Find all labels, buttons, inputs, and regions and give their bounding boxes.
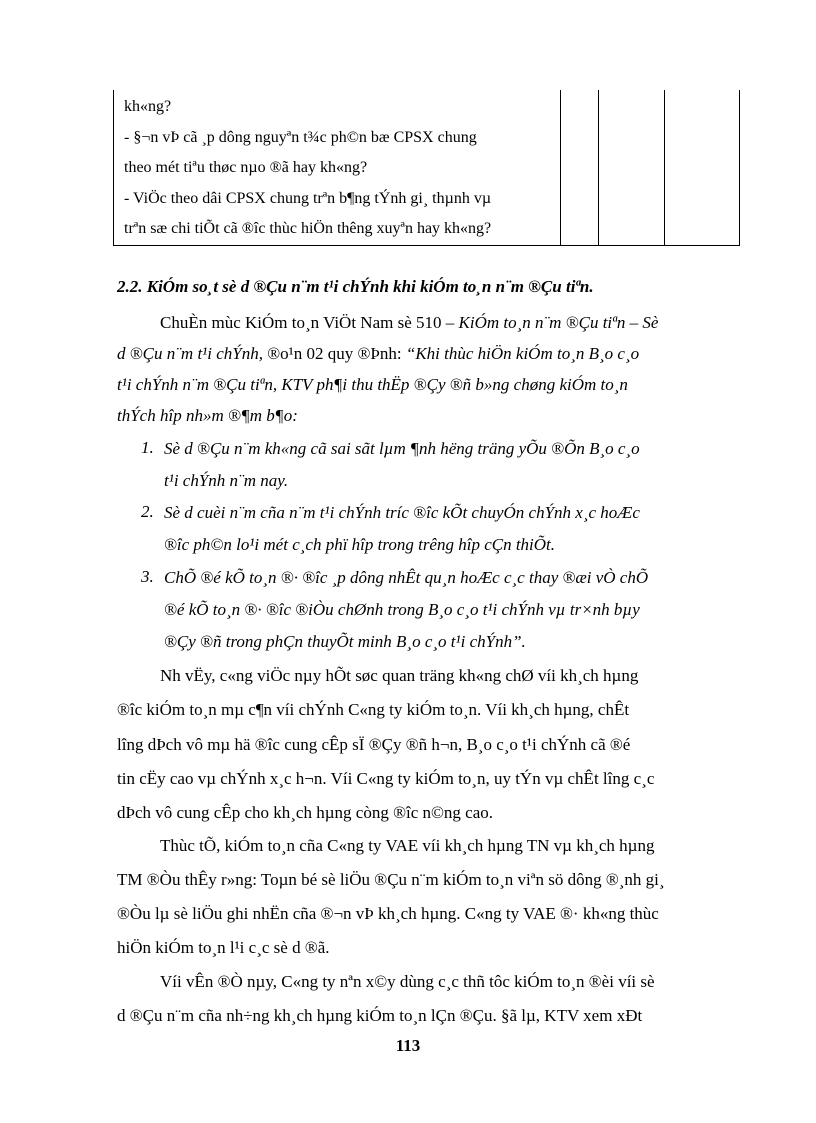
paragraph-line: TM ®Òu thÊy r»ng: Toµn bé sè liÖu ®Çu n¨m kiÓm to¸n viªn sö dông ®¸nh gi¸ bbox=[117, 870, 665, 889]
list-number: 2. bbox=[141, 502, 154, 521]
table-column-divider bbox=[560, 90, 561, 245]
intro-standard-title: d ®Çu n¨m t¹i chÝnh, bbox=[117, 344, 263, 363]
table-column-divider bbox=[664, 90, 665, 245]
list-item-line: ®Çy ®ñ trong phÇn thuyÕt minh B¸o c¸o t¹i chÝnh”. bbox=[164, 632, 526, 651]
paragraph-line: lîng dÞch vô mµ hä ®îc cung cÊp sÏ ®Çy ®ñ h¬n, B¸o c¸o t¹i chÝnh cã ®é bbox=[117, 735, 631, 754]
list-item-line: t¹i chÝnh n¨m nay. bbox=[164, 471, 289, 490]
paragraph-line: tin cËy cao vµ chÝnh x¸c h¬n. Víi C«ng ty kiÓm to¸n, uy tÝn vµ chÊt lîng c¸c bbox=[117, 769, 655, 788]
paragraph-line: hiÖn kiÓm to¸n l¹i c¸c sè d ®ã. bbox=[117, 938, 330, 957]
paragraph-line: ®Òu lµ sè liÖu ghi nhËn cña ®¬n vÞ kh¸ch hµng. C«ng ty VAE ®· kh«ng thùc bbox=[117, 904, 659, 923]
paragraph-line: Víi vÊn ®Ò nµy, C«ng ty nªn x©y dùng c¸c thñ tôc kiÓm to¸n ®èi víi sè bbox=[160, 972, 655, 991]
list-item-line: ChÕ ®é kÕ to¸n ®· ®îc ¸p dông nhÊt qu¸n hoÆc c¸c thay ®æi vÒ chÕ bbox=[164, 568, 649, 587]
table-line: - §¬n vÞ cã ¸p dông nguyªn t¾c ph©n bæ CPSX chung bbox=[124, 128, 477, 146]
intro-line-2 bbox=[117, 343, 639, 365]
paragraph-line: dÞch vô cung cÊp cho kh¸ch hµng còng ®îc n©ng cao. bbox=[117, 803, 494, 822]
list-number: 1. bbox=[141, 438, 154, 457]
list-item-line: ®é kÕ to¸n ®· ®îc ®iÒu chØnh trong B¸o c¸o t¹i chÝnh vµ tr×nh bµy bbox=[164, 600, 640, 619]
table-question-cell bbox=[124, 92, 560, 245]
intro-line-1 bbox=[160, 312, 658, 334]
table-column-divider bbox=[598, 90, 599, 245]
paragraph-line: Thùc tÕ, kiÓm to¸n cña C«ng ty VAE víi kh¸ch hµng TN vµ kh¸ch hµng bbox=[160, 836, 655, 855]
list-item-line: Sè d cuèi n¨m cña n¨m t¹i chÝnh tríc ®îc kÕt chuyÓn chÝnh x¸c hoÆc bbox=[164, 503, 640, 522]
section-heading: 2.2. KiÓm so¸t sè d ®Çu n¨m t¹i chÝnh khi kiÓm to¸n n¨m ®Çu tiªn. bbox=[117, 277, 594, 296]
list-item-line: Sè d ®Çu n¨m kh«ng cã sai sãt lµm ¶nh hëng träng yÕu ®Õn B¸o c¸o bbox=[164, 439, 640, 458]
intro-line-4: thÝch hîp nh»m ®¶m b¶o: bbox=[117, 406, 298, 425]
table-line: - ViÖc theo dâi CPSX chung trªn b¶ng tÝnh gi¸ thµnh vµ bbox=[124, 189, 492, 207]
intro-text: ChuÈn mùc KiÓm to¸n ViÖt Nam sè 510 – bbox=[160, 313, 459, 332]
intro-line-3: t¹i chÝnh n¨m ®Çu tiªn, KTV ph¶i thu thËp ®Çy ®ñ b»ng chøng kiÓm to¸n bbox=[117, 375, 628, 394]
checklist-table bbox=[113, 90, 740, 246]
intro-standard-title: KiÓm to¸n n¨m ®Çu tiªn – Sè bbox=[458, 313, 659, 332]
list-number: 3. bbox=[141, 567, 154, 586]
table-line: kh«ng? bbox=[124, 98, 172, 115]
intro-text: ®o¹n 02 quy ®Þnh: bbox=[263, 344, 406, 363]
list-item-line: ®îc ph©n lo¹i mét c¸ch phï hîp trong trêng hîp cÇn thiÕt. bbox=[164, 535, 556, 554]
intro-quote: “Khi thùc hiÖn kiÓm to¸n B¸o c¸o bbox=[405, 344, 640, 363]
paragraph-line: Nh vËy, c«ng viÖc nµy hÕt søc quan träng kh«ng chØ víi kh¸ch hµng bbox=[160, 666, 639, 685]
table-line: trªn sæ chi tiÕt cã ®îc thùc hiÖn thêng xuyªn hay kh«ng? bbox=[124, 220, 492, 237]
page-number: 113 bbox=[395, 1036, 421, 1055]
table-line: theo mét tiªu thøc nµo ®ã hay kh«ng? bbox=[124, 159, 368, 176]
paragraph-line: d ®Çu n¨m cña nh÷ng kh¸ch hµng kiÓm to¸n lÇn ®Çu. §ã lµ, KTV xem xÐt bbox=[117, 1006, 643, 1025]
paragraph-line: ®îc kiÓm to¸n mµ c¶n víi chÝnh C«ng ty kiÓm to¸n. Víi kh¸ch hµng, chÊt bbox=[117, 700, 630, 719]
